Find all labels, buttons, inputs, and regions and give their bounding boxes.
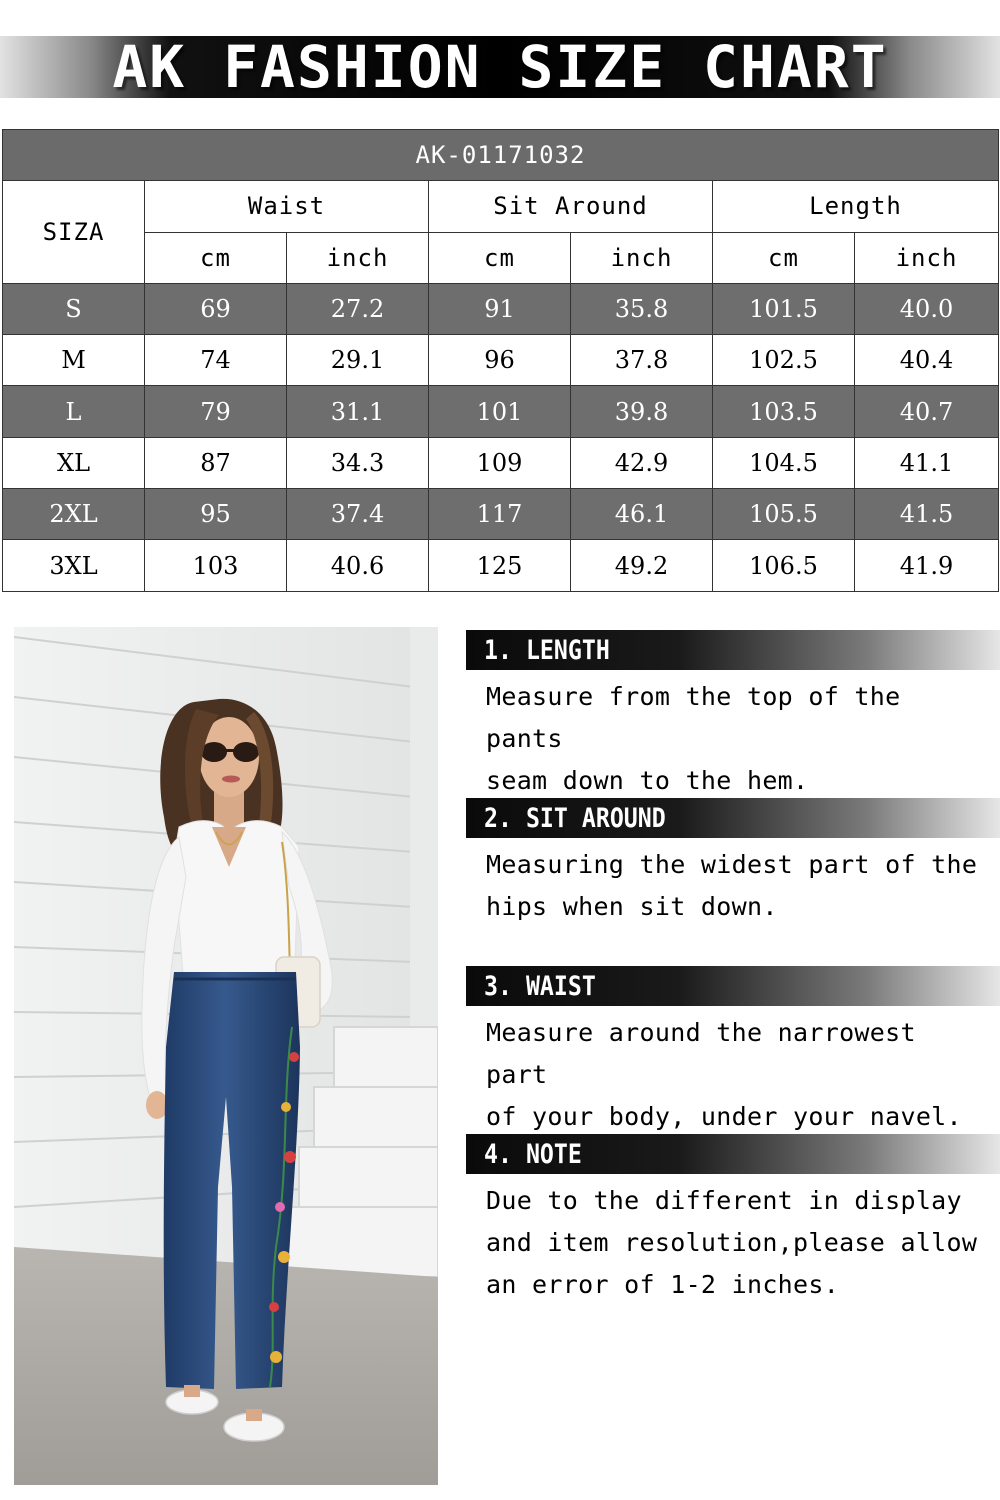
instruction-heading: 3. WAIST [484, 970, 596, 1002]
table-cell: 101 [429, 386, 571, 437]
table-cell: 91 [429, 283, 571, 334]
instruction-line: Measure around the narrowest part [486, 1018, 916, 1089]
size-label: 2XL [3, 489, 145, 540]
page-title: AK FASHION SIZE CHART [112, 33, 888, 101]
product-code: AK-01171032 [3, 130, 999, 181]
size-label: M [3, 335, 145, 386]
table-cell: 105.5 [713, 489, 855, 540]
size-column-header: SIZA [3, 181, 145, 284]
table-cell: 106.5 [713, 540, 855, 591]
instruction-heading: 2. SIT AROUND [484, 802, 666, 834]
table-cell: 42.9 [571, 437, 713, 488]
waist-header: Waist [145, 181, 429, 232]
instruction-length [466, 630, 1000, 802]
instruction-waist [466, 966, 1000, 1138]
table-cell: 40.6 [287, 540, 429, 591]
table-cell: 79 [145, 386, 287, 437]
instruction-note [466, 1134, 1000, 1306]
table-cell: 41.5 [855, 489, 999, 540]
size-chart-table [2, 129, 999, 592]
table-cell: 37.8 [571, 335, 713, 386]
table-cell: 29.1 [287, 335, 429, 386]
instruction-heading: 4. NOTE [484, 1138, 582, 1170]
size-label: 3XL [3, 540, 145, 591]
table-cell: 46.1 [571, 489, 713, 540]
table-cell: 125 [429, 540, 571, 591]
instruction-heading-bar [466, 1134, 1000, 1174]
table-cell: 96 [429, 335, 571, 386]
table-cell: 95 [145, 489, 287, 540]
instruction-sit-around [466, 798, 1000, 928]
unit-header: cm [429, 232, 571, 283]
instruction-line: Measuring the widest part of the [486, 850, 978, 879]
table-cell: 87 [145, 437, 287, 488]
title-banner [0, 33, 1000, 101]
instruction-heading-bar [466, 630, 1000, 670]
table-cell: 69 [145, 283, 287, 334]
table-cell: 41.1 [855, 437, 999, 488]
instruction-heading-bar [466, 966, 1000, 1006]
table-row [3, 540, 999, 591]
length-header: Length [713, 181, 999, 232]
unit-header: inch [571, 232, 713, 283]
instruction-line: Measure from the top of the pants [486, 682, 901, 753]
table-cell: 102.5 [713, 335, 855, 386]
table-cell: 103 [145, 540, 287, 591]
size-label: XL [3, 437, 145, 488]
table-cell: 27.2 [287, 283, 429, 334]
table-cell: 37.4 [287, 489, 429, 540]
model-illustration [14, 627, 438, 1485]
instruction-heading-bar [466, 798, 1000, 838]
table-cell: 74 [145, 335, 287, 386]
unit-header: cm [145, 232, 287, 283]
table-cell: 40.7 [855, 386, 999, 437]
model-photo [14, 627, 438, 1485]
table-cell: 103.5 [713, 386, 855, 437]
sit-around-header: Sit Around [429, 181, 713, 232]
table-row [3, 437, 999, 488]
table-row [3, 386, 999, 437]
table-cell: 117 [429, 489, 571, 540]
unit-header-row [3, 232, 999, 283]
table-row [3, 335, 999, 386]
table-cell: 109 [429, 437, 571, 488]
table-cell: 104.5 [713, 437, 855, 488]
instruction-text [466, 1012, 986, 1138]
instruction-line: hips when sit down. [486, 892, 778, 921]
instruction-line: of your body, under your navel. [486, 1102, 962, 1131]
unit-header: inch [855, 232, 999, 283]
instruction-line: an error of 1-2 inches. [486, 1270, 840, 1299]
table-cell: 35.8 [571, 283, 713, 334]
unit-header: inch [287, 232, 429, 283]
instruction-text [466, 844, 986, 928]
table-cell: 41.9 [855, 540, 999, 591]
instruction-text [466, 1180, 986, 1306]
unit-header: cm [713, 232, 855, 283]
size-label: S [3, 283, 145, 334]
table-cell: 49.2 [571, 540, 713, 591]
group-header-row [3, 181, 999, 232]
product-code-row [3, 130, 999, 181]
table-cell: 39.8 [571, 386, 713, 437]
table-cell: 34.3 [287, 437, 429, 488]
table-cell: 40.4 [855, 335, 999, 386]
instruction-text [466, 676, 986, 802]
table-cell: 40.0 [855, 283, 999, 334]
size-label: L [3, 386, 145, 437]
table-cell: 31.1 [287, 386, 429, 437]
instruction-line: seam down to the hem. [486, 766, 809, 795]
table-row [3, 489, 999, 540]
instruction-line: Due to the different in display [486, 1186, 962, 1215]
instruction-heading: 1. LENGTH [484, 634, 610, 666]
table-cell: 101.5 [713, 283, 855, 334]
instruction-line: and item resolution,please allow [486, 1228, 978, 1257]
table-row [3, 283, 999, 334]
